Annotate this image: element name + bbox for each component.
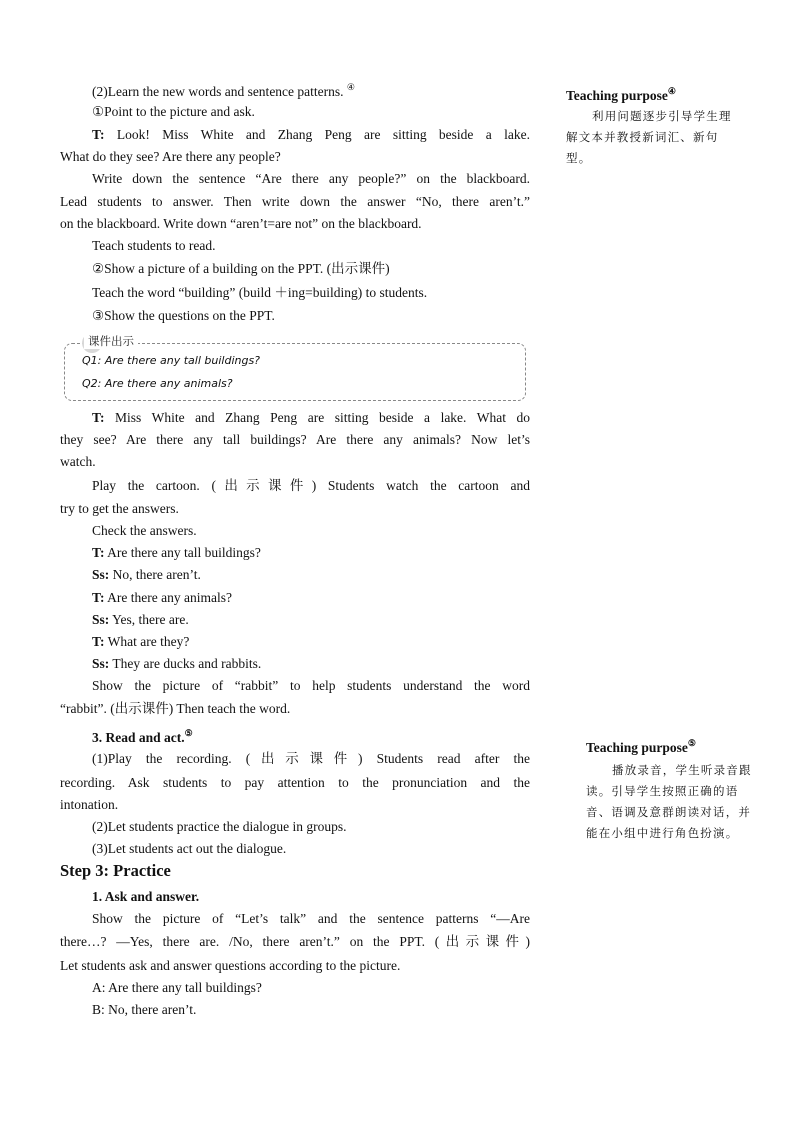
text-line: recording. Ask students to pay attention to the pronunciation and the [60,775,530,790]
footnote-marker: ④ [346,82,355,92]
text-line: (2)Let students practice the dialogue in groups. [92,819,347,834]
courseware-label: 课件出示 [84,333,138,349]
speaker-label: T: [92,590,105,605]
text-line: ③Show the questions on the PPT. [92,308,275,323]
text-line: Ss: They are ducks and rabbits. [92,656,262,671]
text-line: on the blackboard. Write down “aren’t=are not” on the blackboard. [60,216,422,231]
footnote-marker: ⑤ [184,728,193,738]
speaker-label: Ss: [92,612,110,627]
text-line: A: Are there any tall buildings? [92,980,262,995]
text-line: Show the picture of “rabbit” to help students understand the word [92,678,530,693]
text-line: What do they see? Are there any people? [60,149,281,164]
text-line: T: Miss White and Zhang Peng are sitting beside a lake. What do [92,410,530,425]
section-heading: 3. Read and act.⑤ [92,728,193,745]
text-line: Ss: Yes, there are. [92,612,189,627]
text-line: Teach students to read. [92,238,216,253]
text-line: Let students ask and answer questions according to the picture. [60,958,401,973]
text-line: Show the picture of “Let’s talk” and the sentence patterns “—Are [92,911,530,926]
speaker-label: T: [92,545,105,560]
note-title: Teaching purpose⑤ [586,738,696,755]
speaker-label: T: [92,127,105,142]
text-line: Teach the word “building” (build ＋ing=building) to students. [92,285,428,300]
step-heading: Step 3: Practice [60,861,171,880]
text-line: (1)Play the recording. (出示课件) Students read after the [92,751,530,766]
text-line: Check the answers. [92,523,197,538]
text-line: there…? —Yes, there are. /No, there aren’t.” on the PPT. (出示课件) [60,934,530,949]
text-line: they see? Are there any tall buildings? Are there any animals? Now let’s [60,432,530,447]
text-line: B: No, there aren’t. [92,1002,197,1017]
text-line: T: Look! Miss White and Zhang Peng are sitting beside a lake. [92,127,530,142]
text-line: ①Point to the picture and ask. [92,104,255,119]
speaker-label: Ss: [92,656,110,671]
text-line: T: Are there any animals? [92,590,232,605]
text-line: ②Show a picture of a building on the PPT. (出示课件) [92,261,390,276]
note-body: 播放录音，学生听录音跟读。引导学生按照正确的语音、语调及意群朗读对话，并能在小组中进行角色扮演。 [586,763,752,840]
text-line: (3)Let students act out the dialogue. [92,841,287,856]
speaker-label: T: [92,634,105,649]
text-line: Write down the sentence “Are there any people?” on the blackboard. [92,171,530,186]
text-line: try to get the answers. [60,501,179,516]
note-title: Teaching purpose④ [566,86,676,103]
text-line: watch. [60,454,96,469]
question-2: Q2: Are there any animals? [82,377,233,390]
text-line: T: Are there any tall buildings? [92,545,261,560]
note-body: 利用问题逐步引导学生理解文本并教授新词汇、新句型。 [566,109,732,165]
text-line: T: What are they? [92,634,190,649]
footnote-marker: ④ [667,86,676,96]
footnote-marker: ⑤ [687,738,696,748]
text-line: intonation. [60,797,119,812]
text-line: (2)Learn the new words and sentence patterns. ④ [92,82,355,99]
speaker-label: Ss: [92,567,110,582]
text-line: “rabbit”. (出示课件) Then teach the word. [60,701,291,716]
question-1: Q1: Are there any tall buildings? [82,354,261,367]
section-heading: 1. Ask and answer. [92,889,200,904]
text-line: Lead students to answer. Then write down the answer “No, there aren’t.” [60,194,530,209]
courseware-box [64,343,526,401]
speaker-label: T: [92,410,105,425]
text-line: Play the cartoon. (出示课件) Students watch the cartoon and [92,478,530,493]
text-line: Ss: No, there aren’t. [92,567,201,582]
